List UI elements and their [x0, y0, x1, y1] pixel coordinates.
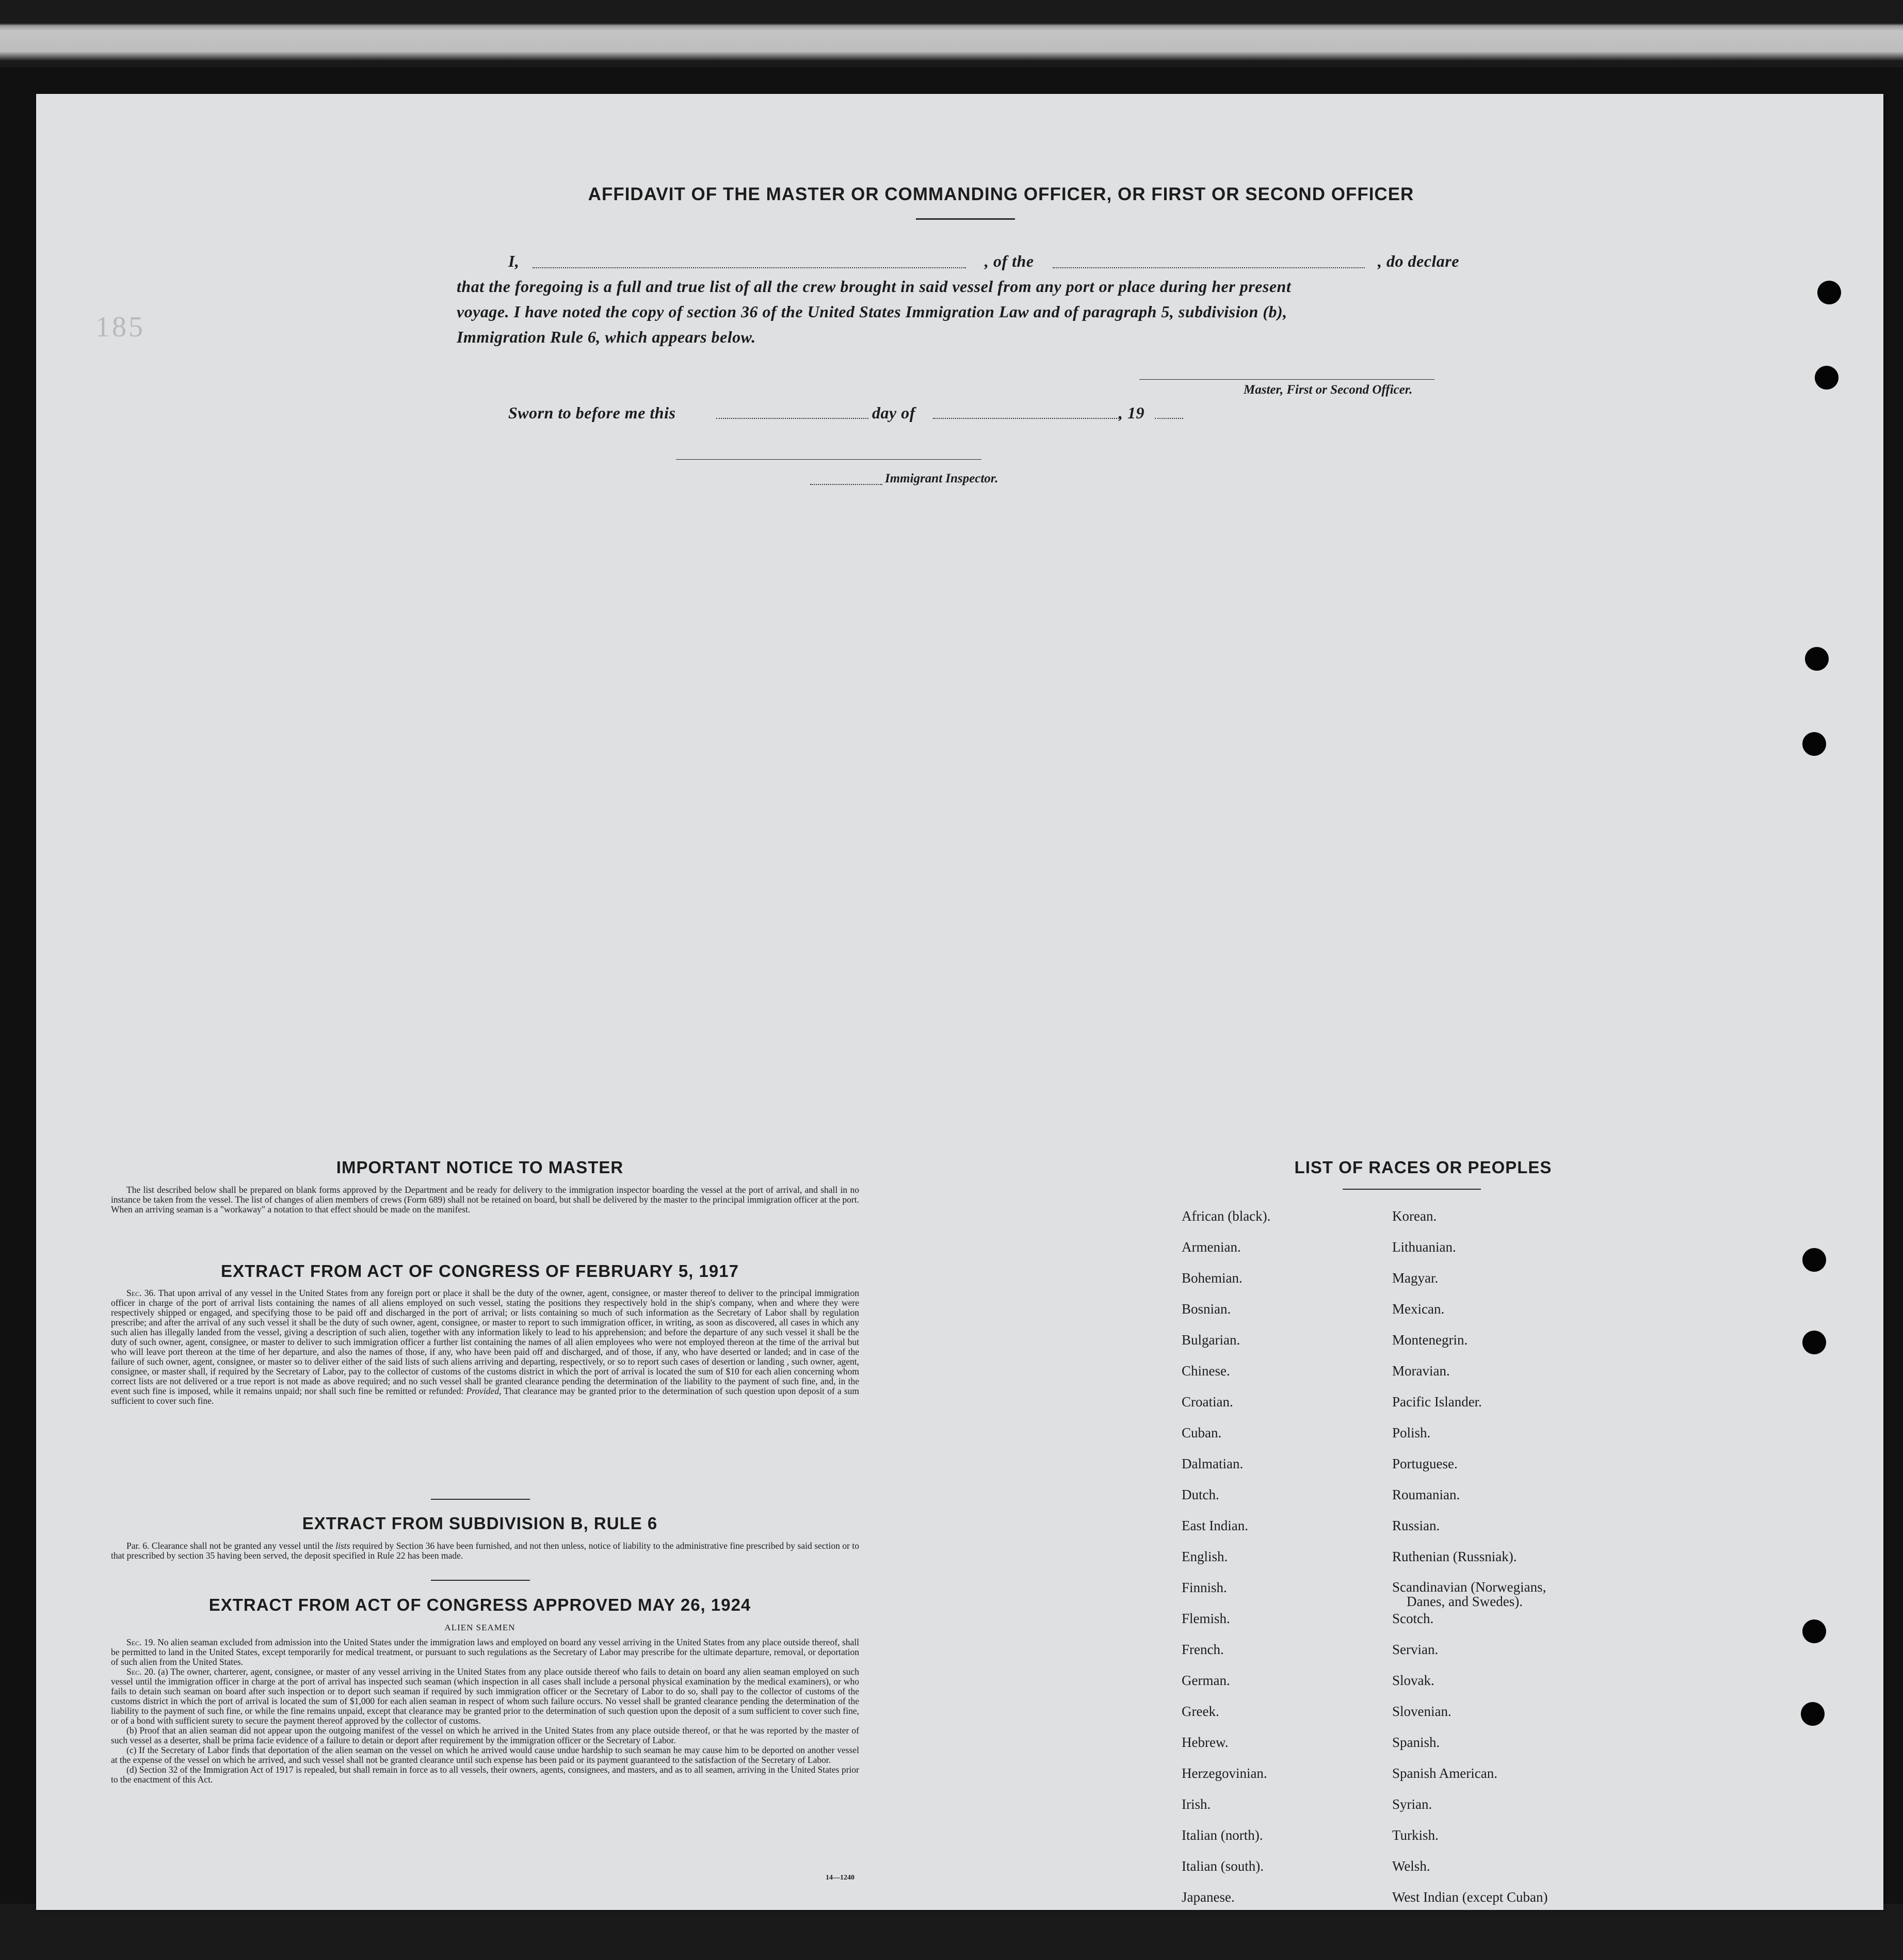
- races-column-2: [1392, 1208, 1547, 1920]
- race-item: Spanish American.: [1392, 1765, 1497, 1781]
- affidavit-line-1-i: I,: [508, 252, 520, 270]
- race-item: Finnish.: [1182, 1580, 1227, 1595]
- race-item-scandinavian-cont: Danes, and Swedes).: [1407, 1594, 1523, 1609]
- punch-hole: [1805, 647, 1829, 671]
- race-item: Greek.: [1182, 1704, 1219, 1719]
- race-item: German.: [1182, 1673, 1230, 1688]
- vessel-blank: [1053, 267, 1365, 268]
- rule6-text-b: required by Section 36 have been furnished, and not then unless, notice of liability to the administrative fine prescribed by said section or to that prescribed by section 35 having been served, the deposit specified in Rule 22 has been made.: [111, 1541, 860, 1561]
- sec-36-label: Sec. 36.: [126, 1288, 156, 1298]
- extract-1917-title: EXTRACT FROM ACT OF CONGRESS OF FEBRUARY 5, 1917: [221, 1261, 739, 1281]
- race-item: Korean.: [1392, 1208, 1437, 1224]
- month-blank: [933, 418, 1121, 419]
- inspector-signature-line: [676, 459, 981, 460]
- race-item: Armenian.: [1182, 1239, 1241, 1255]
- race-item: Hebrew.: [1182, 1735, 1229, 1750]
- title-rule: [916, 218, 1015, 220]
- race-item: Montenegrin.: [1392, 1332, 1468, 1348]
- page-number: 185: [95, 311, 145, 343]
- punch-hole: [1802, 1619, 1826, 1643]
- sec-19-text: No alien seaman excluded from admission into the United States under the immigration laws and employed on board any vessel arriving in the United States from any place outside thereof, shall be permitted to land in the United States, except temporarily for medical treatment, or pursuant to such regulations as the Secretary of Labor may prescribe for the ultimate departure, removal, or deportation of such alien from the United States.: [111, 1637, 860, 1667]
- sec-20-text: (a) The owner, charterer, agent, consignee, or master of any vessel arriving in the United States from any place outside thereof who fails to detain on board any alien seaman employed on such vessel until the immigration officer in charge at the port of arrival has inspected such seaman (which inspection in all cases shall include a personal physical examination by the medical examiners), or who fails to detain such seaman on board after such inspection or to deport such seaman if required by such immigration officer or the Secretary of Labor to do so, shall pay to the collector of customs of the customs district in which the port of arrival is located the sum of $1,000 for each alien seaman in respect of whom such failure occurs. No vessel shall be granted clearance pending the determination of the liability to the payment of such fine, or while the fine remains unpaid, except that clearance may be granted prior to the determination of such question upon the deposit of a sum sufficient to cover such fine, or of a bond with sufficient surety to secure the payment thereof approved by the collector of customs.: [111, 1666, 859, 1726]
- rule6-text-a: Par. 6. Clearance shall not be granted any vessel until the: [126, 1541, 333, 1551]
- punch-hole: [1801, 1702, 1825, 1726]
- year-prefix: , 19: [1119, 403, 1144, 422]
- race-item: Moravian.: [1392, 1363, 1450, 1379]
- race-item: Slovak.: [1392, 1673, 1434, 1688]
- punch-hole: [1802, 732, 1826, 756]
- race-item: Herzegovinian.: [1182, 1765, 1267, 1781]
- sec-20-label: Sec. 20.: [126, 1666, 156, 1677]
- race-item: Polish.: [1392, 1425, 1431, 1440]
- sec-19-label: Sec. 19.: [126, 1637, 155, 1647]
- affidavit-line-4: Immigration Rule 6, which appears below.: [457, 328, 756, 346]
- section-rule: [431, 1580, 530, 1581]
- notice-title: IMPORTANT NOTICE TO MASTER: [336, 1158, 624, 1177]
- para-d: (d) Section 32 of the Immigration Act of 1917 is repealed, but shall remain in force as to all vessels, their owners, agents, consignees, and masters, and as to all seamen, arriving in the United States prior to the enactment of this Act.: [111, 1764, 859, 1785]
- affidavit-line-3: voyage. I have noted the copy of section 36 of the United States Immigration Law and of paragraph 5, subdivision (b),: [457, 302, 1287, 321]
- section-rule: [431, 1499, 530, 1500]
- affidavit-line-1-of-the: , of the: [985, 252, 1034, 270]
- punch-hole: [1815, 366, 1839, 390]
- race-item: [1392, 1580, 1547, 1611]
- race-item: Turkish.: [1392, 1827, 1439, 1843]
- proviso-text: That clearance may be granted prior to the determination of such question upon deposit of a sum sufficient to cover such fine.: [111, 1386, 860, 1406]
- race-item: African (black).: [1182, 1208, 1271, 1224]
- inspector-caption: Immigrant Inspector.: [885, 472, 998, 485]
- race-item: French.: [1182, 1642, 1224, 1657]
- punch-hole: [1802, 1331, 1826, 1354]
- race-item: Magyar.: [1392, 1270, 1439, 1286]
- race-item: Irish.: [1182, 1796, 1211, 1812]
- notice-paragraph: The list described below shall be prepared on blank forms approved by the Department and be ready for delivery to the immigration inspector boarding the vessel at the port of arrival, and shall in no instance be taken from the vessel. The list of changes of alien members of crews (Form 689) shall not be retained on board, but shall be delivered by the master to the principal immigration officer at the port. When an arriving seaman is a "workaway" a notation to that effect should be made on the manifest.: [111, 1185, 859, 1214]
- affidavit-title: AFFIDAVIT OF THE MASTER OR COMMANDING OFFICER, OR FIRST OR SECOND OFFICER: [588, 184, 1414, 204]
- race-item: Spanish.: [1392, 1735, 1440, 1750]
- race-item: East Indian.: [1182, 1518, 1248, 1533]
- extract-1917-body: [111, 1288, 859, 1406]
- races-title: LIST OF RACES OR PEOPLES: [1294, 1158, 1552, 1177]
- punch-hole: [1817, 281, 1841, 304]
- extract-rule6-title: EXTRACT FROM SUBDIVISION B, RULE 6: [302, 1514, 658, 1533]
- race-item: Ruthenian (Russniak).: [1392, 1549, 1517, 1564]
- race-item: Pacific Islander.: [1392, 1394, 1482, 1410]
- form-number: 14—1240: [826, 1874, 854, 1882]
- punch-hole: [1802, 1248, 1826, 1272]
- race-item: Scotch.: [1392, 1611, 1434, 1626]
- sworn-label: Sworn to before me this: [508, 403, 676, 422]
- race-item: Italian (south).: [1182, 1858, 1264, 1874]
- affidavit-line-2: that the foregoing is a full and true list of all the crew brought in said vessel from any port or place during her present: [457, 277, 1292, 296]
- extract-rule6-body: [111, 1541, 859, 1561]
- master-signature-line: [1139, 379, 1434, 380]
- races-title-rule: [1343, 1189, 1481, 1190]
- race-item-scandinavian: Scandinavian (Norwegians,: [1392, 1579, 1546, 1595]
- race-item: Slovenian.: [1392, 1704, 1452, 1719]
- race-item: Cuban.: [1182, 1425, 1222, 1440]
- race-item: Flemish.: [1182, 1611, 1230, 1626]
- day-blank: [716, 418, 868, 419]
- race-item: Italian (north).: [1182, 1827, 1263, 1843]
- race-item: Croatian.: [1182, 1394, 1233, 1410]
- race-item: West Indian (except Cuban): [1392, 1889, 1548, 1905]
- extract-1924-body: [111, 1638, 859, 1785]
- race-item: Dutch.: [1182, 1487, 1219, 1502]
- day-of-label: day of: [872, 403, 915, 422]
- sec-36-text: That upon arrival of any vessel in the United States from any foreign port or place it shall be the duty of the owner, agent, consignee, or master thereof to deliver to the principal immigration officer in charge of the port of arrival lists containing the names of all aliens employed on such vessel, stating the positions they respectively hold in the ship's company, when and where they were respectively shipped or engaged, and specifying those to be paid off and discharged in the port of arrival; or lists containing so much of such information as the Secretary of Labor shall by regulation prescribe; and after the arrival of any such vessel it shall be the duty of such owner, agent, consignee, or master to report to such immigration officer, in writing, as soon as discovered, all cases in which any such alien has illegally landed from the vessel, giving a description of such alien, together with any information likely to lead to his apprehension; and before the departure of any such vessel it shall be the duty of such owner, agent, consignee, or master to deliver to such immigration officer a further list containing the names of all alien employees who were not employed thereon at the time of the arrival but who will leave port thereon at the time of her departure, and also the names of those, if any, who have been paid off and discharged, and of those, if any, who have deserted or landed; and in case of the failure of such owner, agent, consignee, or master so to deliver either of the said lists of such aliens arriving and departing, respectively, or so to report such cases of desertion or landing , such owner, agent, consignee, or master shall, if required by the Secretary of Labor, pay to the collector of customs of the customs district in which the port of arrival is located the sum of $10 for each alien concerning whom correct lists are not delivered or a true report is not made as above required; and no such vessel shall be granted clearance pending the determination of the liability to the payment of such fine, and, in the event such fine is imposed, while it remains unpaid; nor shall such fine be remitted or refunded:: [111, 1288, 859, 1396]
- race-item: Servian.: [1392, 1642, 1439, 1657]
- para-b: (b) Proof that an alien seaman did not appear upon the outgoing manifest of the vessel on which he arrived in the United States from any place outside thereof, or that he was reported by the master of such vessel as a deserter, shall be prima facie evidence of a failure to detain or deport after requirement by the immigration officer or the Secretary of Labor.: [111, 1725, 859, 1745]
- race-item: Mexican.: [1392, 1301, 1445, 1317]
- inspector-dotted-line: [810, 484, 882, 485]
- race-item: Syrian.: [1392, 1796, 1432, 1812]
- notice-body: [111, 1185, 859, 1214]
- race-item: English.: [1182, 1549, 1228, 1564]
- race-item: Portuguese.: [1392, 1456, 1458, 1471]
- scanner-bottom-edge: [0, 1904, 1903, 1960]
- para-c: (c) If the Secretary of Labor finds that deportation of the alien seaman on the vessel on which he arrived would cause undue hardship to such seaman he may cause him to be deported on another vessel at the expense of the vessel on which he arrived, and such vessel shall not be granted clearance until such expense has been paid or its payment guaranteed to the satisfaction of the Secretary of Labor.: [111, 1745, 859, 1765]
- race-item: Japanese.: [1182, 1889, 1235, 1905]
- document-page: [36, 94, 1883, 1910]
- races-column-1: [1182, 1208, 1270, 1920]
- name-blank: [533, 267, 966, 268]
- race-item: Bulgarian.: [1182, 1332, 1240, 1348]
- alien-seamen-subtitle: ALIEN SEAMEN: [444, 1623, 515, 1632]
- year-blank: [1155, 418, 1183, 419]
- master-caption: Master, First or Second Officer.: [1244, 383, 1413, 397]
- race-item: Bosnian.: [1182, 1301, 1231, 1317]
- race-item: Roumanian.: [1392, 1487, 1460, 1502]
- rule6-lists-word: lists: [335, 1541, 350, 1551]
- race-item: Welsh.: [1392, 1858, 1430, 1874]
- race-item: Bohemian.: [1182, 1270, 1243, 1286]
- race-item: Lithuanian.: [1392, 1239, 1456, 1255]
- extract-1924-title: EXTRACT FROM ACT OF CONGRESS APPROVED MAY 26, 1924: [208, 1595, 751, 1614]
- race-item: Dalmatian.: [1182, 1456, 1244, 1471]
- affidavit-line-1-declare: , do declare: [1378, 252, 1459, 270]
- race-item: Russian.: [1392, 1518, 1440, 1533]
- race-item: Chinese.: [1182, 1363, 1230, 1379]
- scanner-top-edge: [0, 0, 1903, 67]
- proviso-label: Provided,: [466, 1386, 502, 1396]
